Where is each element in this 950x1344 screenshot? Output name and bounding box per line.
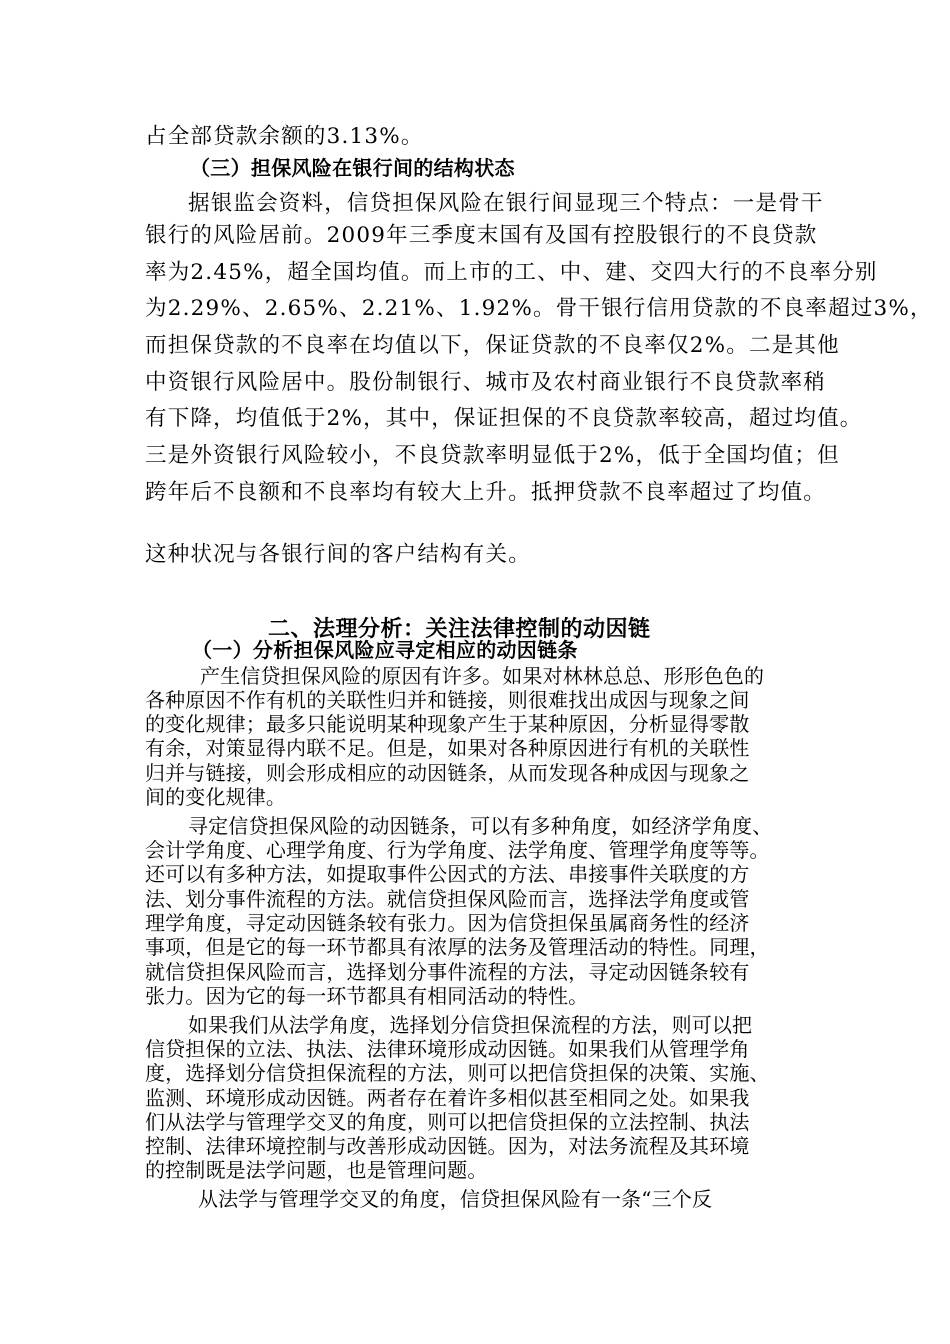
paragraph-line: 归并与链接，则会形成相应的动因链条，从而发现各种成因与现象之 (145, 761, 750, 785)
paragraph-line: 度，选择划分信贷担保流程的方法，则可以把信贷担保的决策、实施、 (145, 1061, 770, 1085)
paragraph-line: 如果我们从法学角度，选择划分信贷担保流程的方法，则可以把 (188, 1013, 753, 1037)
paragraph-line: 率为2.45%，超全国均值。而上市的工、中、建、交四大行的不良率分别 (145, 260, 878, 285)
paragraph-line: 会计学角度、心理学角度、行为学角度、法学角度、管理学角度等等。 (145, 838, 770, 862)
paragraph-line: 们从法学与管理学交叉的角度，则可以把信贷担保的立法控制、执法 (145, 1110, 750, 1134)
paragraph-line: 还可以有多种方法，如提取事件公因式的方法、串接事件关联度的方 (145, 862, 750, 886)
paragraph-line: 事项，但是它的每一环节都具有浓厚的法务及管理活动的特性。同理， (145, 935, 770, 959)
paragraph-line: 间的变化规律。 (145, 785, 287, 809)
section-heading: （三）担保风险在银行间的结构状态 (190, 156, 515, 180)
paragraph-line: 而担保贷款的不良率在均值以下，保证贷款的不良率仅2%。二是其他 (145, 333, 840, 358)
chapter-heading: 二、法理分析：关注法律控制的动因链 (268, 617, 651, 642)
paragraph-line: 银行的风险居前。2009年三季度末国有及国有控股银行的不良贷款 (145, 223, 818, 248)
paragraph-line: 各种原因不作有机的关联性归并和链接，则很难找出成因与现象之间 (145, 688, 750, 712)
paragraph-line: 的控制既是法学问题，也是管理问题。 (145, 1158, 488, 1182)
paragraph-line: 就信贷担保风险而言，选择划分事件流程的方法，寻定动因链条较有 (145, 960, 750, 984)
intro-line: 占全部贷款余额的3.13%。 (145, 124, 424, 149)
paragraph-line: 产生信贷担保风险的原因有许多。如果对林林总总、形形色色的 (200, 664, 765, 688)
paragraph-line: 法、划分事件流程的方法。就信贷担保风险而言，选择法学角度或管 (145, 887, 750, 911)
paragraph-line: 有下降，均值低于2%，其中，保证担保的不良贷款率较高，超过均值。 (145, 406, 863, 431)
paragraph-line: 理学角度，寻定动因链条较有张力。因为信贷担保虽属商务性的经济 (145, 911, 750, 935)
paragraph-line: 信贷担保的立法、执法、法律环境形成动因链。如果我们从管理学角 (145, 1037, 750, 1061)
paragraph-line: 寻定信贷担保风险的动因链条，可以有多种角度，如经济学角度、 (188, 814, 773, 838)
paragraph-line: 监测、环境形成动因链。两者存在着许多相似甚至相同之处。如果我 (145, 1086, 750, 1110)
paragraph-line: 的变化规律；最多只能说明某种现象产生于某种原因，分析显得零散 (145, 712, 750, 736)
paragraph-closing-line: 这种状况与各银行间的客户结构有关。 (145, 542, 531, 567)
paragraph-line: 中资银行风险居中。股份制银行、城市及农村商业银行不良贷款率稍 (145, 370, 827, 395)
paragraph-line: 有余，对策显得内联不足。但是，如果对各种原因进行有机的关联性 (145, 736, 750, 760)
subsection-heading: （一）分析担保风险应寻定相应的动因链条 (192, 638, 578, 662)
paragraph-line: 为2.29%、2.65%、2.21%、1.92%。骨干银行信用贷款的不良率超过3%， (145, 296, 933, 321)
paragraph-line: 跨年后不良额和不良率均有较大上升。抵押贷款不良率超过了均值。 (145, 480, 827, 505)
paragraph-line: 三是外资银行风险较小，不良贷款率明显低于2%，低于全国均值；但 (145, 443, 840, 468)
paragraph-line: 张力。因为它的每一环节都具有相同活动的特性。 (145, 984, 589, 1008)
paragraph-line: 控制、法律环境控制与改善形成动因链。因为，对法务流程及其环境 (145, 1134, 750, 1158)
paragraph-line: 据银监会资料，信贷担保风险在银行间显现三个特点：一是骨干 (188, 191, 824, 216)
paragraph-line: 从法学与管理学交叉的角度，信贷担保风险有一条“三个反 (198, 1187, 713, 1211)
